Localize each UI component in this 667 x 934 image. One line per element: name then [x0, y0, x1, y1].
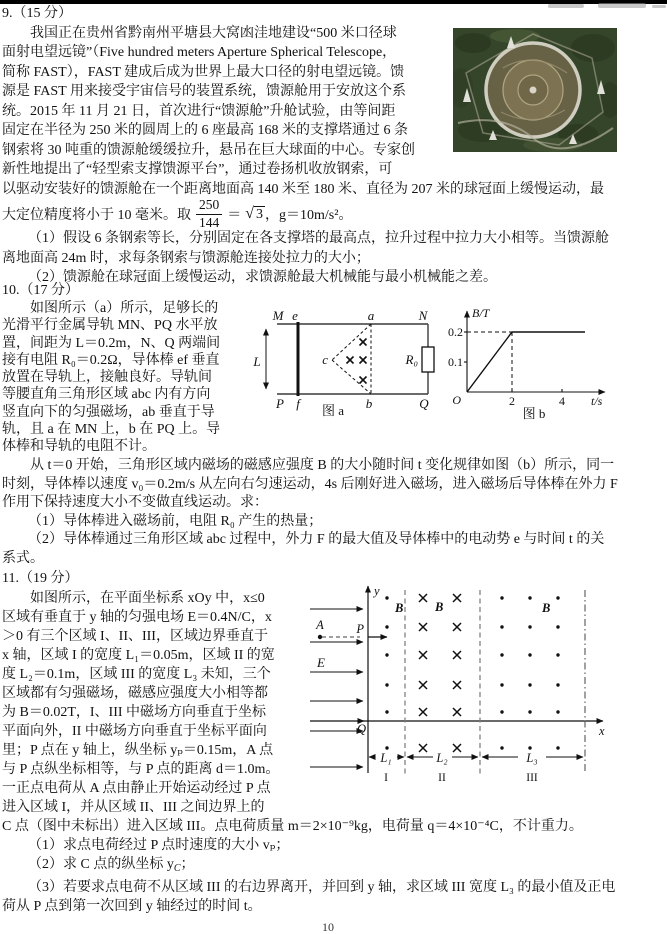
text-line: 光滑平行金属导轨 MN、PQ 水平放: [2, 318, 218, 334]
tick-2: 2: [509, 394, 515, 408]
label-L2: L₂: [436, 751, 448, 765]
text-line: 作用下保持速度大小不变做直线运动。求：: [2, 495, 268, 511]
origin-label: O: [452, 393, 461, 407]
B-t-curve: [467, 332, 585, 392]
label-Q: Q: [356, 722, 366, 736]
text-line: 我国正在贵州省黔南州平塘县大窝凼洼地建设“500 米口径球: [30, 25, 397, 41]
tick-0-2: 0.2: [448, 325, 463, 339]
question-line: （1）导体棒进入磁场前，电阻 R₀ 产生的热量；: [28, 513, 323, 529]
figure-b-drawing: [445, 302, 645, 422]
label-region-3: III: [526, 772, 538, 784]
problem-9-paragraph: [2, 24, 457, 180]
text-line: ＞0 有三个区域 I、II、III，区域边界垂直于: [2, 628, 268, 644]
region-1-field-dots: [385, 596, 388, 749]
fraction-numerator: 250: [196, 198, 222, 215]
text-line: 度 L₂＝0.1m，区域 III 的宽度 L₃ 未知，三个: [2, 666, 271, 682]
label-E: E: [317, 655, 325, 670]
text-line: 钢索将 30 吨重的馈源舱缓缓拉升，悬吊在巨大球面的中心。专家创: [2, 142, 415, 158]
axes: [464, 311, 605, 392]
question-line: （1）假设 6 条钢索等长，分别固定在各支撑塔的最高点，拉升过程中拉力大小相等。当馈源舱: [28, 231, 609, 246]
fraction: [196, 198, 222, 231]
region-boundaries: [405, 590, 480, 774]
text-line: 竖直向下的匀强磁场，ab 垂直于导: [2, 404, 215, 420]
x-axis-label: x: [599, 724, 605, 738]
tick-0-1: 0.1: [448, 355, 463, 369]
electric-field-arrows: [310, 609, 363, 767]
q2-prefix: （2）求 C 点的纵坐标 y: [28, 856, 174, 872]
q2-subscript: C: [173, 862, 181, 874]
label-N: N: [418, 308, 428, 323]
text-line: 面射电望远镜”（Five hundred meters Aperture Spherical Telescope，: [2, 45, 397, 60]
problem-9-header: 9.（15 分）: [2, 6, 72, 21]
text-line: 进入区域 I，并从区域 II、III 之间边界上的: [2, 799, 265, 815]
problem-11-paragraph: [2, 589, 306, 817]
text-line: 接有电阻 R₀＝0.2Ω，导体棒 ef 垂直: [2, 352, 220, 368]
region-3-field-dots: [500, 596, 559, 749]
text-line: 一正点电荷从 A 点由静止开始运动经过 P 点: [2, 780, 271, 796]
text-line: 固定在半径为 250 米的圆周上的 6 座最高 168 米的支撑塔通过 6 条: [2, 123, 408, 138]
text-line: 新性地提出了“轻型索支撑馈源平台”，通过卷扬机收放钢索，可: [2, 162, 393, 177]
resistor-R0: [422, 347, 434, 372]
figure-a: [247, 302, 447, 420]
top-rule: [0, 0, 667, 4]
sqrt-radicand: 3: [256, 206, 264, 222]
text-line: 平面向外，II 中磁场方向垂直于坐标平面向: [2, 723, 267, 739]
tick-4: 4: [559, 394, 565, 408]
label-c: c: [322, 352, 328, 367]
figure-a-drawing: [247, 302, 447, 420]
label-e: e: [292, 308, 298, 323]
problem-10-continued: [2, 438, 665, 568]
text-line: 简称 FAST），FAST 建成后成为世界上最大口径的射电望远镜。馈: [2, 64, 405, 80]
label-P: P: [356, 622, 364, 636]
text-line: 轨，且 a 在 MN 上，b 在 PQ 上。导: [2, 422, 221, 438]
text-line: 等腰直角三角形区域 abc 内有方向: [2, 387, 211, 403]
text-line: 体棒和导轨的电阻不计。: [2, 439, 156, 455]
problem-11-continued: [2, 817, 665, 916]
question-line: （2）导体棒通过三角形区域 abc 过程中，外力 F 的最大值及导体棒中的电动势 e 与时间 t 的关: [28, 532, 605, 548]
question-line: 离地面高 24m 时，求每条钢索与馈源舱连接处拉力的大小；: [2, 250, 370, 266]
label-Q: Q: [419, 396, 429, 411]
label-M: M: [272, 308, 284, 323]
text-line: 区域都有匀强磁场，磁感应强度大小相等都: [2, 685, 268, 701]
problem-10-paragraph: [2, 300, 260, 438]
text-line: 以驱动安装好的馈源舱在一个距离地面高 140 米至 180 米、直径为 207 米的球冠面上缓慢运动，最: [2, 181, 604, 197]
question-line: [2, 855, 665, 878]
region-2-field-crosses: [419, 594, 461, 752]
label-A: A: [316, 618, 324, 632]
figure-11-labels: [315, 584, 605, 784]
text-line: 从 t＝0 开始，三角形区域内磁场的磁感应强度 B 的大小随时间 t 变化规律如图（b）所示，同一: [30, 457, 615, 473]
label-region-2: II: [438, 772, 446, 784]
fast-photo-drawing: [453, 28, 617, 152]
question-line: （1）求点电荷经过 P 点时速度的大小 vₚ；: [28, 837, 290, 853]
text-line: 放置在导轨上，接触良好。导轨间: [2, 370, 212, 386]
label-P: P: [276, 396, 284, 411]
figure-b: [445, 302, 645, 422]
q2-suffix: ；: [180, 856, 195, 872]
question-line: （2）馈源舱在球冠面上缓慢运动，求馈源舱最大机械能与最小机械能之差。: [28, 270, 497, 285]
page-number: 10: [322, 920, 334, 934]
magnetic-field-crosses: [347, 339, 367, 384]
figure-b-labels: [448, 306, 603, 421]
text-line: 统。2015 年 11 月 21 日，首次进行“馈源舱”升舱试验，由等间距: [2, 103, 396, 119]
label-f: f: [296, 396, 300, 411]
y-axis-label: y: [374, 584, 380, 598]
formula-prefix: 大定位精度将小于 10 毫米。取: [2, 208, 191, 223]
label-L3: L₃: [526, 751, 538, 765]
formula-suffix: ，g＝10m/s²。: [265, 208, 353, 223]
equals-sign: ＝: [227, 208, 242, 223]
label-L: L: [253, 354, 261, 369]
figure-11: [305, 578, 667, 790]
problem-10-header: 10.（17 分）: [2, 283, 79, 298]
text-line: x 轴，区域 I 的宽度 L₁＝0.05m，区域 II 的宽: [2, 647, 275, 663]
figure-a-caption: 图 a: [321, 403, 345, 418]
text-line: 如图所示（a）所示，足够长的: [30, 301, 219, 316]
figure-11-drawing: [305, 578, 667, 790]
x-axis-label: t/s: [591, 394, 603, 408]
label-B-region2: B: [435, 600, 444, 614]
problem-11-header: 11.（19 分）: [2, 571, 79, 586]
text-line: 里；P 点在 y 轴上，纵坐标 yₚ＝0.15m，A 点: [2, 742, 274, 758]
sqrt-sign: √: [245, 205, 255, 222]
label-a: a: [367, 308, 375, 323]
fast-telescope-photo: [453, 28, 617, 152]
text-line: 源是 FAST 用来接受宇宙信号的装置系统，馈源舱用于安放这个系: [2, 84, 406, 99]
label-B-region1: B: [395, 601, 404, 615]
text-line: 时刻，导体棒以速度 v₀＝0.2m/s 从左向右匀速运动，4s 后刚好进入磁场，进入磁场后导体棒在外力 F: [2, 476, 618, 492]
dish-center: [530, 87, 537, 94]
text-line: 置，间距为 L＝0.2m，N、Q 两端间: [2, 335, 221, 351]
text-line: 如图所示，在平面坐标系 xOy 中，x≤0: [30, 590, 265, 606]
text-line: 与 P 点纵坐标相等，与 P 点的距离 d＝1.0m。: [2, 761, 280, 777]
text-line: 为 B＝0.02T，I、III 中磁场方向垂直于坐标: [2, 704, 267, 720]
y-axis-label: B/T: [472, 306, 490, 320]
label-region-1: I: [384, 772, 388, 784]
fraction-denominator: 144: [199, 214, 220, 230]
question-line: （3）若要求点电荷不从区域 III 的右边界离开，并回到 y 轴，求区域 III 宽度 L₃ 的最小值及正电: [28, 879, 616, 895]
label-b: b: [365, 396, 373, 411]
point-A-dot: [318, 635, 322, 639]
figure-b-caption: 图 b: [522, 406, 546, 421]
label-R0: R₀: [405, 352, 418, 367]
label-B-region3: B: [542, 601, 551, 615]
text-line: 区域有垂直于 y 轴的匀强电场 E＝0.4N/C，x: [2, 609, 272, 625]
label-L1: L₁: [380, 751, 392, 765]
text-line: C 点（图中未标出）进入区域 III。点电荷质量 m＝2×10⁻⁹kg，电荷量 q＝4×10⁻⁴C，不计重力。: [2, 818, 583, 834]
question-line: 系式。: [2, 550, 44, 566]
axes: [310, 586, 603, 773]
question-line: 荷从 P 点到第一次回到 y 轴经过的时间 t。: [2, 898, 262, 914]
formula-line: [2, 196, 665, 230]
